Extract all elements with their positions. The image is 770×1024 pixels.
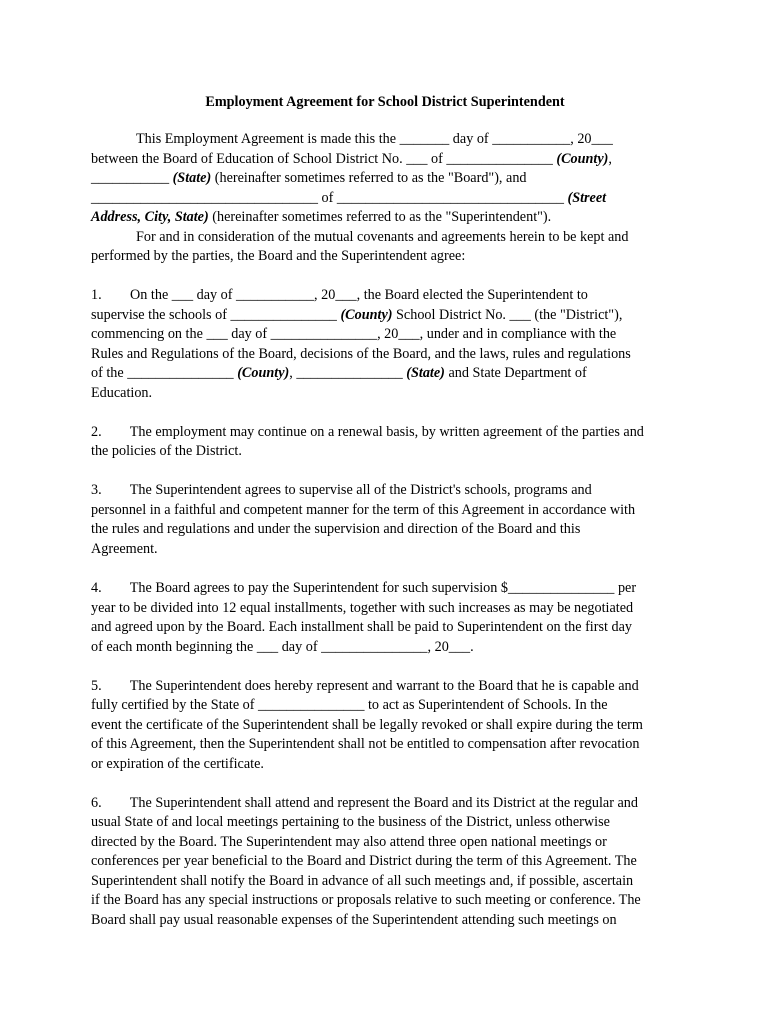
document-title: Employment Agreement for School District Superintendent (205, 94, 565, 110)
line-text: of the _______________ (91, 365, 238, 381)
line-text: 4. The Board agrees to pay the Superintendent for such supervision $_______________ per (91, 580, 637, 596)
line-text: School District No. ___ (the "District"), (392, 307, 623, 323)
line-text: For and in consideration of the mutual covenants and agreements herein to be kept and (136, 229, 629, 245)
document-line (91, 540, 158, 560)
line-text: Board shall pay usual reasonable expenses of the Superintendent attending such meetings on (91, 912, 617, 928)
line-text: or expiration of the certificate. (91, 756, 264, 772)
line-text: the rules and regulations and under the supervision and direction of the Board and this (91, 521, 581, 537)
document-line (91, 813, 610, 833)
document-line (91, 638, 474, 658)
line-text: and agreed upon by the Board. Each installment shall be paid to Superintendent on the first day (91, 619, 632, 635)
line-text: Education. (91, 385, 153, 401)
document-line (91, 169, 527, 189)
emphasized-text: Address, City, State) (91, 209, 209, 225)
document-line (91, 833, 607, 853)
line-text: year to be divided into 12 equal installments, together with such increases as may be negotiated (91, 600, 634, 616)
line-text: , (608, 151, 612, 167)
line-text: event the certificate of the Superintendent shall be legally revoked or shall expire during the term (91, 717, 643, 733)
emphasized-text: (County) (237, 365, 290, 381)
document-line (91, 150, 612, 170)
document-line (91, 247, 465, 267)
document-line (91, 208, 551, 228)
line-text: 2. The employment may continue on a renewal basis, by written agreement of the parties and (91, 424, 644, 440)
document-line (91, 481, 592, 501)
line-text: 3. The Superintendent agrees to supervise all of the District's schools, programs and (91, 482, 592, 498)
line-text: personnel in a faithful and competent manner for the term of this Agreement in accordance with (91, 502, 636, 518)
line-text: , _______________ (289, 365, 407, 381)
document-line (136, 228, 628, 248)
line-text: Agreement. (91, 541, 158, 557)
line-text: supervise the schools of _______________ (91, 307, 341, 323)
line-text: 6. The Superintendent shall attend and represent the Board and its District at the regular and (91, 795, 638, 811)
line-text: if the Board has any special instructions or proposals relative to such meeting or conference. The (91, 892, 641, 908)
emphasized-text: (County) (340, 307, 393, 323)
line-text: the policies of the District. (91, 443, 242, 459)
document-line (91, 872, 633, 892)
line-text: conferences per year beneficial to the Board and District during the term of this Agreement. The (91, 853, 637, 869)
document-line (91, 891, 641, 911)
line-text: performed by the parties, the Board and the Superintendent agree: (91, 248, 466, 264)
line-text: Rules and Regulations of the Board, decisions of the Board, and the laws, rules and regulations (91, 346, 631, 362)
document-line (91, 599, 633, 619)
line-text: ___________ (91, 170, 173, 186)
document-line (91, 189, 606, 209)
document-line (91, 345, 631, 365)
emphasized-text: (County) (556, 151, 609, 167)
document-line (91, 794, 638, 814)
line-text: (hereinafter sometimes referred to as the "Board"), and (211, 170, 527, 186)
document-line (91, 501, 635, 521)
line-text: (hereinafter sometimes referred to as the "Superintendent"). (208, 209, 552, 225)
document-line (91, 677, 639, 697)
line-text: 5. The Superintendent does hereby represent and warrant to the Board that he is capable and (91, 678, 639, 694)
document-line (91, 696, 608, 716)
document-line (91, 286, 588, 306)
document-line (136, 130, 613, 150)
document-line (91, 423, 644, 443)
line-text: of this Agreement, then the Superintendent shall not be entitled to compensation after revocation (91, 736, 640, 752)
line-text: usual State of and local meetings pertaining to the business of the District, unless otherwise (91, 814, 610, 830)
emphasized-text: (State) (406, 365, 445, 381)
line-text: between the Board of Education of School District No. ___ of _______________ (91, 151, 557, 167)
line-text: fully certified by the State of _______________ to act as Superintendent of Schools. In the (91, 697, 608, 713)
document-line (91, 325, 616, 345)
line-text: directed by the Board. The Superintendent may also attend three open national meetings or (91, 834, 607, 850)
document-line (91, 618, 632, 638)
line-text: and State Department of (444, 365, 587, 381)
document-line (91, 911, 617, 931)
line-text: 1. On the ___ day of ___________, 20___, the Board elected the Superintendent to (91, 287, 588, 303)
document-line (91, 384, 152, 404)
document-line (91, 852, 637, 872)
line-text: commencing on the ___ day of _______________, 20___, under and in compliance with the (91, 326, 617, 342)
line-text: ________________________________ of ________________________________ (91, 190, 568, 206)
document-line (91, 364, 587, 384)
document-line (91, 579, 636, 599)
line-text: Superintendent shall notify the Board in advance of all such meetings and, if possible, ascertain (91, 873, 634, 889)
document-line (91, 520, 580, 540)
document-line (91, 735, 639, 755)
emphasized-text: (State) (172, 170, 212, 186)
emphasized-text: (Street (567, 190, 607, 206)
document-line (91, 442, 242, 462)
document-line (91, 716, 643, 736)
line-text: This Employment Agreement is made this the _______ day of ___________, 20___ (136, 131, 613, 147)
document-line (91, 306, 622, 326)
line-text: of each month beginning the ___ day of _______________, 20___. (91, 639, 474, 655)
document-line (91, 755, 264, 775)
